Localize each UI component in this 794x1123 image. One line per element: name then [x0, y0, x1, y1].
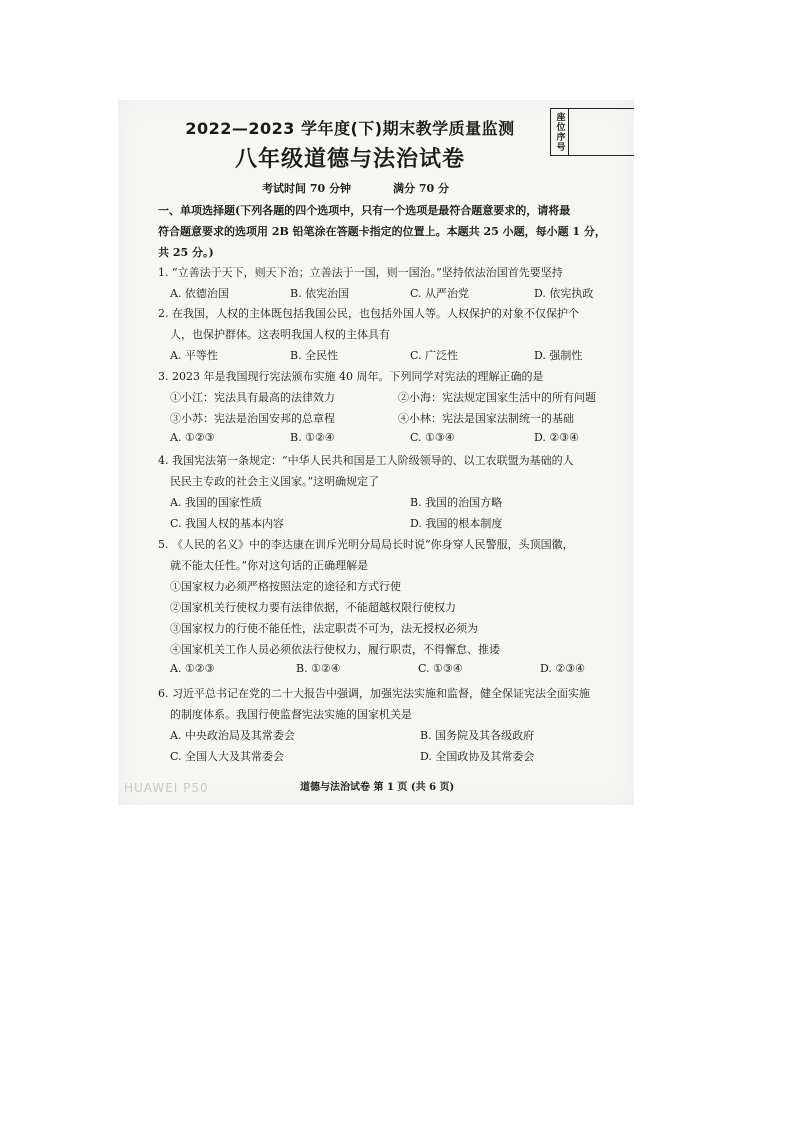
- question-option: C. ①③④: [410, 431, 455, 444]
- question-option: A. 平等性: [170, 349, 218, 362]
- question-option: D. ②③④: [540, 662, 586, 675]
- question-option: C. 全国人大及其常委会: [170, 750, 285, 763]
- question-option: A. ①②③: [170, 431, 215, 444]
- question-option: D. 强制性: [534, 349, 583, 362]
- question-stem: 2. 在我国，人权的主体既包括我国公民，也包括外国人等。人权保护的对象不仅保护个: [158, 307, 579, 320]
- exam-time: 考试时间 70 分钟: [262, 182, 351, 195]
- question-option: B. 国务院及其各级政府: [420, 729, 535, 742]
- question-statement: ④国家机关工作人员必须依法行使权力、履行职责，不得懈怠、推诿: [170, 643, 500, 656]
- question-option: B. 全民性: [290, 349, 339, 362]
- question-option: B. 我国的治国方略: [410, 496, 503, 509]
- question-statement: ②小海：宪法规定国家生活中的所有问题: [398, 391, 596, 404]
- question-stem: 5. 《人民的名义》中的李达康在训斥光明分局局长时说“你身穿人民警服，头顶国徽，: [158, 538, 574, 551]
- question-option: C. ①③④: [418, 662, 463, 675]
- question-stem: 1. “立善法于天下，则天下治；立善法于一国，则一国治。”坚持依法治国首先要坚持: [158, 266, 563, 279]
- section-instructions: [158, 202, 570, 218]
- question-statement: ①国家权力必须严格按照法定的途径和方式行使: [170, 580, 401, 593]
- question-stem: 的制度体系。我国行使监督宪法实施的国家机关是: [170, 708, 412, 721]
- question-option: C. 我国人权的基本内容: [170, 517, 285, 530]
- question-stem: 4. 我国宪法第一条规定：“中华人民共和国是工人阶级领导的、以工农联盟为基础的人: [158, 454, 574, 467]
- question-statement: ③国家权力的行使不能任性，法定职责不可为，法无授权必须为: [170, 622, 478, 635]
- seat-number-box: [550, 108, 634, 156]
- question-option: A. 依德治国: [170, 287, 229, 300]
- question-option: B. ①②④: [296, 662, 341, 675]
- question-option: C. 从严治党: [410, 287, 470, 300]
- seat-number-label: 座位序号: [551, 109, 569, 155]
- question-statement: ②国家机关行使权力要有法律依据，不能超越权限行使权力: [170, 601, 456, 614]
- question-stem: 6. 习近平总书记在党的二十大报告中强调，加强宪法实施和监督，健全保证宪法全面实施: [158, 687, 590, 700]
- exam-subject-title: 八年级道德与法治试卷: [234, 147, 465, 172]
- question-option: C. 广泛性: [410, 349, 459, 362]
- question-statement: ④小林：宪法是国家法制统一的基础: [398, 412, 574, 425]
- question-option: A. 中央政治局及其常委会: [170, 729, 295, 742]
- question-option: D. ②③④: [534, 431, 580, 444]
- question-option: A. ①②③: [170, 662, 215, 675]
- section-instructions-line: 共 25 分。): [158, 246, 214, 259]
- full-score: 满分 70 分: [393, 182, 449, 195]
- question-stem: 就不能太任性。”你对这句话的正确理解是: [170, 559, 369, 572]
- question-option: D. 依宪执政: [534, 287, 594, 300]
- question-option: D. 我国的根本制度: [410, 517, 503, 530]
- camera-watermark: HUAWEI P50: [124, 781, 209, 795]
- question-option: B. 依宪治国: [290, 287, 350, 300]
- question-statement: ③小苏：宪法是治国安邦的总章程: [170, 412, 335, 425]
- question-stem: 民民主专政的社会主义国家。”这明确规定了: [170, 475, 380, 488]
- exam-title: 2022—2023 学年度(下)期末教学质量监测: [185, 119, 515, 138]
- section-instructions-line: 符合题意要求的选项用 2B 铅笔涂在答题卡指定的位置上。本题共 25 小题，每小题 1 分，: [158, 225, 606, 238]
- question-stem: 3. 2023 年是我国现行宪法颁布实施 40 周年。下列同学对宪法的理解正确的是: [158, 370, 544, 383]
- section-instructions-line: (下列各题的四个选项中，只有一个选项是最符合题意要求的，请将最: [235, 204, 571, 217]
- section-heading: 一、单项选择题: [158, 204, 235, 217]
- page-footer: 道德与法治试卷 第 1 页 (共 6 页): [300, 782, 455, 793]
- question-option: D. 全国政协及其常委会: [420, 750, 535, 763]
- question-option: B. ①②④: [290, 431, 335, 444]
- question-statement: ①小江：宪法具有最高的法律效力: [170, 391, 335, 404]
- question-option: A. 我国的国家性质: [170, 496, 262, 509]
- question-stem: 人，也保护群体。这表明我国人权的主体具有: [170, 328, 390, 341]
